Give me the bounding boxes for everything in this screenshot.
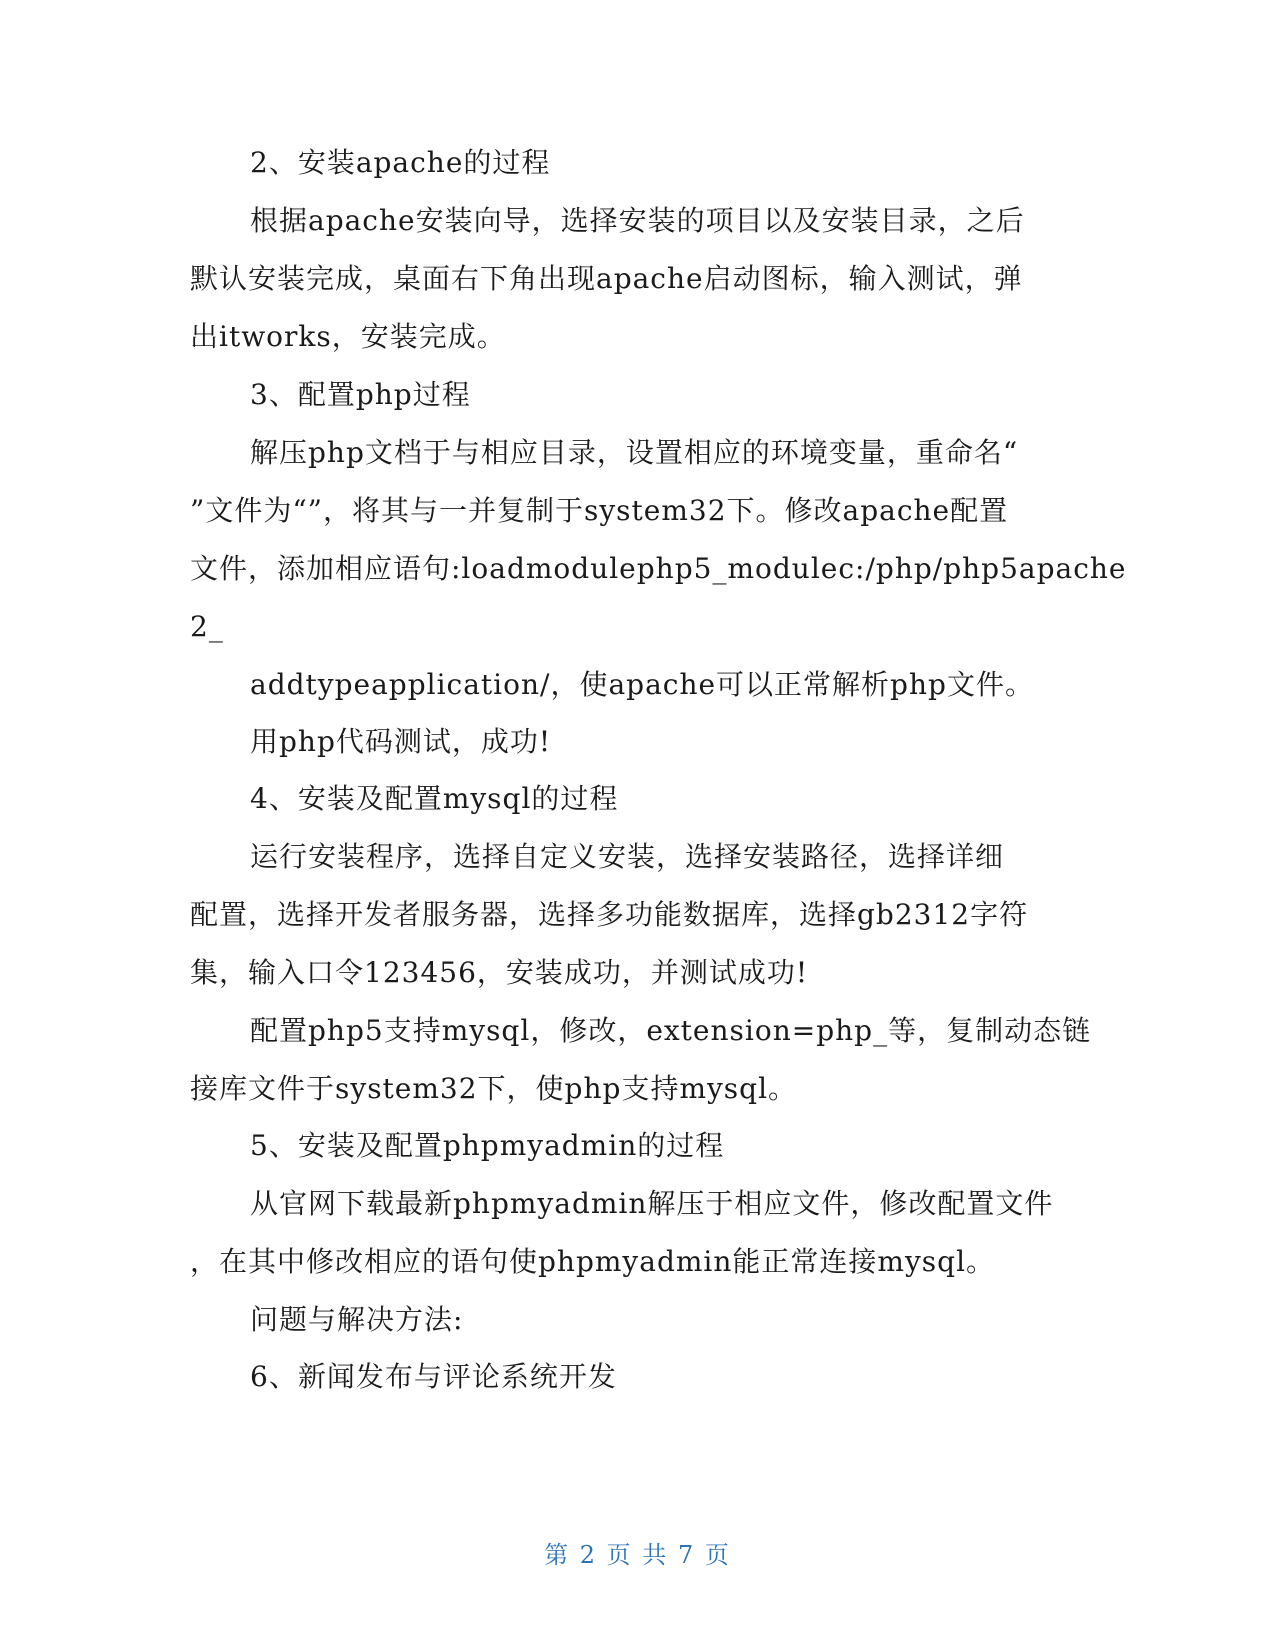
paragraph-line: 解压php文档于与相应目录，设置相应的环境变量，重命名“ [250,436,1019,469]
paragraph-line: 用php代码测试，成功! [250,725,552,758]
heading-configure-php: 3、配置php过程 [250,378,471,411]
paragraph-line: 配置php5支持mysql，修改，extension=php_等，复制动态链 [250,1014,1092,1047]
paragraph-line: 运行安装程序，选择自定义安装，选择安装路径，选择详细 [250,840,1005,873]
heading-news-system: 6、新闻发布与评论系统开发 [250,1360,617,1393]
heading-install-apache: 2、安装apache的过程 [250,146,551,179]
heading-install-mysql: 4、安装及配置mysql的过程 [250,782,619,815]
heading-install-phpmyadmin: 5、安装及配置phpmyadmin的过程 [250,1129,725,1162]
paragraph-line: 配置，选择开发者服务器，选择多功能数据库，选择gb2312字符 [190,898,1029,931]
paragraph-line: 根据apache安装向导，选择安装的项目以及安装目录，之后 [250,204,1025,237]
paragraph-line: ”文件为“”，将其与一并复制于system32下。修改apache配置 [190,494,1009,527]
paragraph-line: 出itworks，安装完成。 [190,320,506,353]
paragraph-line: 集，输入口令123456，安装成功，并测试成功! [190,956,809,989]
paragraph-line: 接库文件于system32下，使php支持mysql。 [190,1072,798,1105]
page-number-footer: 第 2 页 共 7 页 [544,1541,731,1569]
paragraph-line: 文件，添加相应语句:loadmodulephp5_modulec:/php/php5apache [190,552,1127,585]
paragraph-line: ，在其中修改相应的语句使phpmyadmin能正常连接mysql。 [190,1245,996,1278]
heading-problems-solutions: 问题与解决方法: [250,1303,464,1336]
paragraph-line: addtypeapplication/，使apache可以正常解析php文件。 [250,668,1034,701]
paragraph-line: 默认安装完成，桌面右下角出现apache启动图标，输入测试，弹 [190,262,1023,295]
paragraph-line: 从官网下载最新phpmyadmin解压于相应文件，修改配置文件 [250,1187,1054,1220]
paragraph-line: 2_ [190,610,224,643]
